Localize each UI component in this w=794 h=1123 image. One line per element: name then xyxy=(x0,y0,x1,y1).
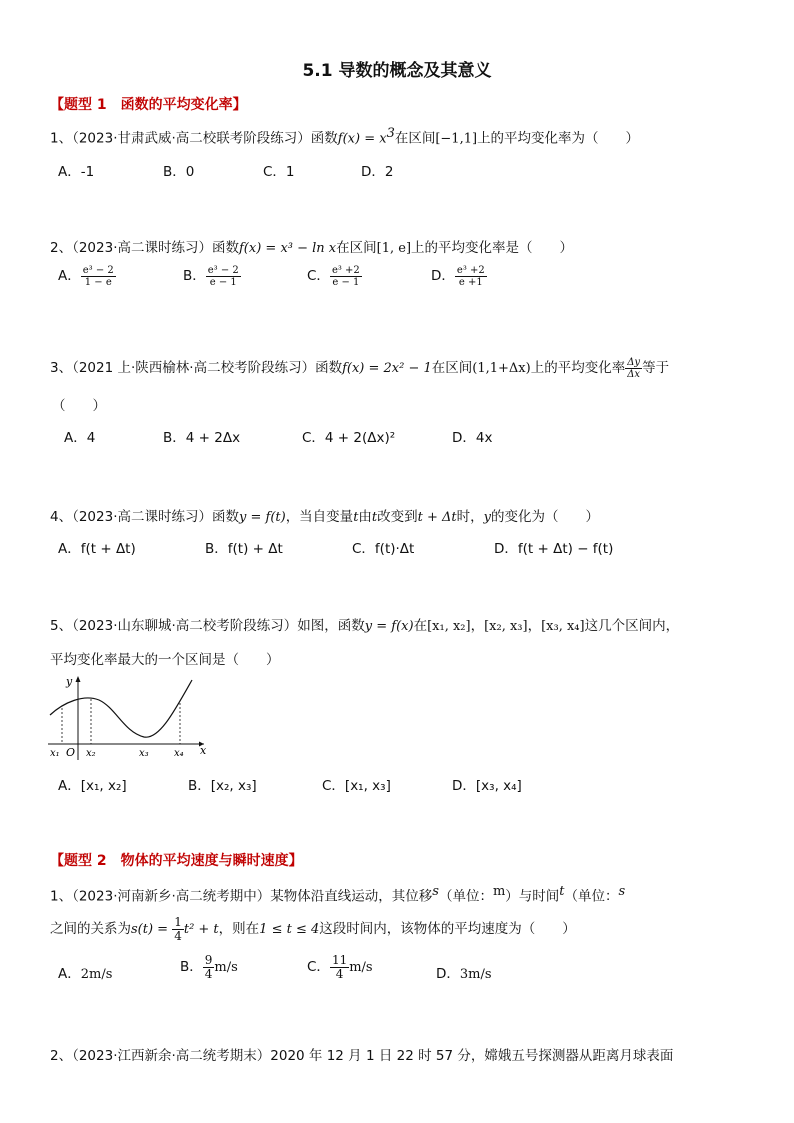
tick-x4: x₄ xyxy=(174,748,184,759)
q1-function: f(x) = x xyxy=(337,131,387,147)
q2-option-b-label: B． xyxy=(183,268,206,284)
q4-mid2: 由 xyxy=(358,509,372,525)
tick-x3: x₃ xyxy=(139,748,149,759)
q6-option-d-label: D． xyxy=(436,966,460,982)
q6-mid3: （单位： xyxy=(564,888,619,905)
y-axis-label: y xyxy=(66,675,73,688)
section-heading-1: 【题型 1 函数的平均变化率】 xyxy=(50,97,247,113)
q6-option-c-unit: m/s xyxy=(349,960,373,976)
q6-line2-mid: ，则在 xyxy=(218,921,260,938)
q6-lead: 1、（2023·河南新乡·高二统考期中）某物体沿直线运动，其位移 xyxy=(50,888,433,905)
q6-option-b-unit: m/s xyxy=(214,960,238,976)
origin-label: O xyxy=(66,746,76,759)
q6-mid2: ）与时间 xyxy=(505,888,560,905)
curve xyxy=(50,680,192,737)
q6-mid1: （单位： xyxy=(438,888,493,905)
q3-function: f(x) = 2x² − 1 xyxy=(342,361,432,376)
q5-interval-2: [x₂, x₃] xyxy=(484,619,528,634)
q6-option-d-text: 3m/s xyxy=(459,967,492,982)
q4-option-a[interactable]: A．f(t + Δt) xyxy=(58,541,136,557)
q6-option-c-label: C． xyxy=(307,959,330,976)
q4-lead: 4、（2023·高二课时练习）函数 xyxy=(50,509,239,525)
q1-option-c[interactable]: C．1 xyxy=(263,164,295,180)
question-4 xyxy=(50,505,599,525)
q1-mid: 在区间 xyxy=(394,130,436,147)
tick-x2: x₂ xyxy=(86,748,96,759)
q3-fraction: $\frac{\Delta y}{\Delta x}$ xyxy=(627,356,641,380)
q5-option-b[interactable]: B．[x₂, x₃] xyxy=(188,778,257,794)
q2-option-d-fraction: $\frac{\text{e³ +2}}{e +1}$ xyxy=(456,264,485,288)
q5-mid: 在 xyxy=(413,618,428,634)
page-title: 5.1 导数的概念及其意义 xyxy=(302,61,492,81)
q2-option-b-fraction: $\frac{\text{e³ − 2}}{e - 1}$ xyxy=(207,264,239,288)
q4-function: y = f(t) xyxy=(239,510,286,525)
q3-interval: (1,1+Δx) xyxy=(472,361,531,376)
q1-interval: [−1,1] xyxy=(435,131,478,147)
question-6 xyxy=(50,884,625,905)
q2-option-d[interactable] xyxy=(431,264,487,288)
q6-formula-fraction: $\frac{1}{4}$ xyxy=(174,915,182,943)
q2-option-d-label: D． xyxy=(431,268,455,284)
q2-option-a[interactable] xyxy=(58,264,116,288)
x-axis-label: x xyxy=(200,744,207,757)
q2-option-c-label: C． xyxy=(307,268,330,284)
q6-option-a-text: 2m/s xyxy=(80,967,113,982)
q4-mid4: 时， xyxy=(456,509,484,525)
q4-option-c[interactable]: C．f(t)·Δt xyxy=(352,541,415,557)
q2-lead: 2、（2023·高二课时练习）函数 xyxy=(50,240,239,256)
q5-function-graph xyxy=(44,672,214,762)
q3-tail2: 等于 xyxy=(642,360,670,376)
q4-var-t2: t xyxy=(371,510,378,525)
q6-option-a[interactable] xyxy=(58,962,112,982)
q4-var-t1: t xyxy=(353,510,359,525)
q2-function: f(x) = x³ − ln x xyxy=(239,241,337,256)
q6-option-d[interactable] xyxy=(436,962,492,982)
q6-option-c[interactable] xyxy=(307,954,373,980)
q4-mid1: ，当自变量 xyxy=(285,509,354,525)
q5-option-a[interactable]: A．[x₁, x₂] xyxy=(58,778,127,794)
q2-option-c-fraction: $\frac{\text{e³ +2}}{e - 1}$ xyxy=(331,264,360,288)
q6-var-t: t xyxy=(559,884,565,899)
q6-option-a-label: A． xyxy=(58,966,81,982)
q4-mid3: 改变到 xyxy=(377,509,418,525)
question-7: 2、（2023·江西新余·高二统考期末）2020 年 12 月 1 日 22 时 57 分，嫦娥五号探测器从距离月球表面 xyxy=(50,1048,674,1064)
q1-exponent: 3 xyxy=(386,126,395,141)
q3-answer-paren: （ ） xyxy=(52,398,106,414)
q2-option-a-label: A． xyxy=(58,268,81,284)
q1-option-a[interactable]: A．-1 xyxy=(58,164,95,180)
q3-tail1: 上的平均变化率 xyxy=(530,360,626,376)
q5-sep2: ， xyxy=(527,618,542,634)
q6-line2 xyxy=(50,916,576,942)
q3-lead: 3、（2021 上·陕西榆林·高二校考阶段练习）函数 xyxy=(50,360,343,376)
tick-x1: x₁ xyxy=(50,748,60,759)
q2-tail: 上的平均变化率是（ ） xyxy=(411,240,574,256)
q6-unit-s: s xyxy=(618,884,626,899)
q1-tail: 上的平均变化率为（ ） xyxy=(477,130,640,147)
q3-option-a[interactable]: A．4 xyxy=(64,430,96,446)
q5-option-d[interactable]: D．[x₃, x₄] xyxy=(452,778,522,794)
q3-option-d[interactable]: D．4x xyxy=(452,430,493,446)
q6-option-c-fraction: $\frac{11}{4}$ xyxy=(331,953,348,981)
q1-option-d[interactable]: D．2 xyxy=(361,164,394,180)
q2-interval: [1, e] xyxy=(376,241,412,256)
q6-option-b[interactable] xyxy=(180,954,238,980)
q3-option-b[interactable]: B．4 + 2Δx xyxy=(163,430,241,446)
q3-option-c[interactable]: C．4 + 2(Δx)² xyxy=(302,430,396,446)
y-axis-arrow xyxy=(76,676,81,682)
question-1 xyxy=(50,126,639,147)
q6-formula-right: t² + t xyxy=(183,922,219,938)
q6-option-b-fraction: $\frac{9}{4}$ xyxy=(204,953,213,981)
q2-option-a-fraction: $\frac{\text{e³ − 2}}{1 - e}$ xyxy=(82,264,114,288)
q4-option-d[interactable]: D．f(t + Δt) − f(t) xyxy=(494,541,614,557)
q2-option-b[interactable] xyxy=(183,264,241,288)
q4-option-b[interactable]: B．f(t) + Δt xyxy=(205,541,283,557)
question-2 xyxy=(50,236,573,256)
q1-option-b[interactable]: B．0 xyxy=(163,164,195,180)
question-3 xyxy=(50,356,669,380)
q4-var-y: y xyxy=(483,510,492,525)
q5-interval-3: [x₃, x₄] xyxy=(541,619,585,634)
section-heading-2: 【题型 2 物体的平均速度与瞬时速度】 xyxy=(50,853,303,869)
q4-tail: 的变化为（ ） xyxy=(491,509,600,525)
q5-tail: 这几个区间内， xyxy=(584,618,680,634)
q5-function: y = f(x) xyxy=(364,619,414,634)
q6-var-s: s xyxy=(432,884,439,899)
q2-mid: 在区间 xyxy=(336,240,377,256)
q3-mid: 在区间 xyxy=(431,360,473,376)
q5-interval-1: [x₁, x₂] xyxy=(427,619,471,634)
q6-formula-left: s(t) = xyxy=(131,922,173,938)
q6-range: 1 ≤ t ≤ 4 xyxy=(259,922,320,938)
q2-option-c[interactable] xyxy=(307,264,362,288)
q5-lead: 5、（2023·山东聊城·高二校考阶段练习）如图，函数 xyxy=(50,618,365,634)
q6-unit-m: m xyxy=(492,884,506,899)
q5-option-c[interactable]: C．[x₁, x₃] xyxy=(322,778,391,794)
q1-lead: 1、（2023·甘肃武威·高二校联考阶段练习）函数 xyxy=(50,130,338,147)
q6-line2-lead: 之间的关系为 xyxy=(50,921,131,938)
question-5 xyxy=(50,614,679,634)
q5-line2: 平均变化率最大的一个区间是（ ） xyxy=(50,652,280,668)
q6-line2-tail: 这段时间内，该物体的平均速度为（ ） xyxy=(319,921,576,938)
q4-var-t3: t + Δt xyxy=(417,510,457,525)
q6-option-b-label: B． xyxy=(180,959,203,976)
q5-sep1: ， xyxy=(470,618,485,634)
